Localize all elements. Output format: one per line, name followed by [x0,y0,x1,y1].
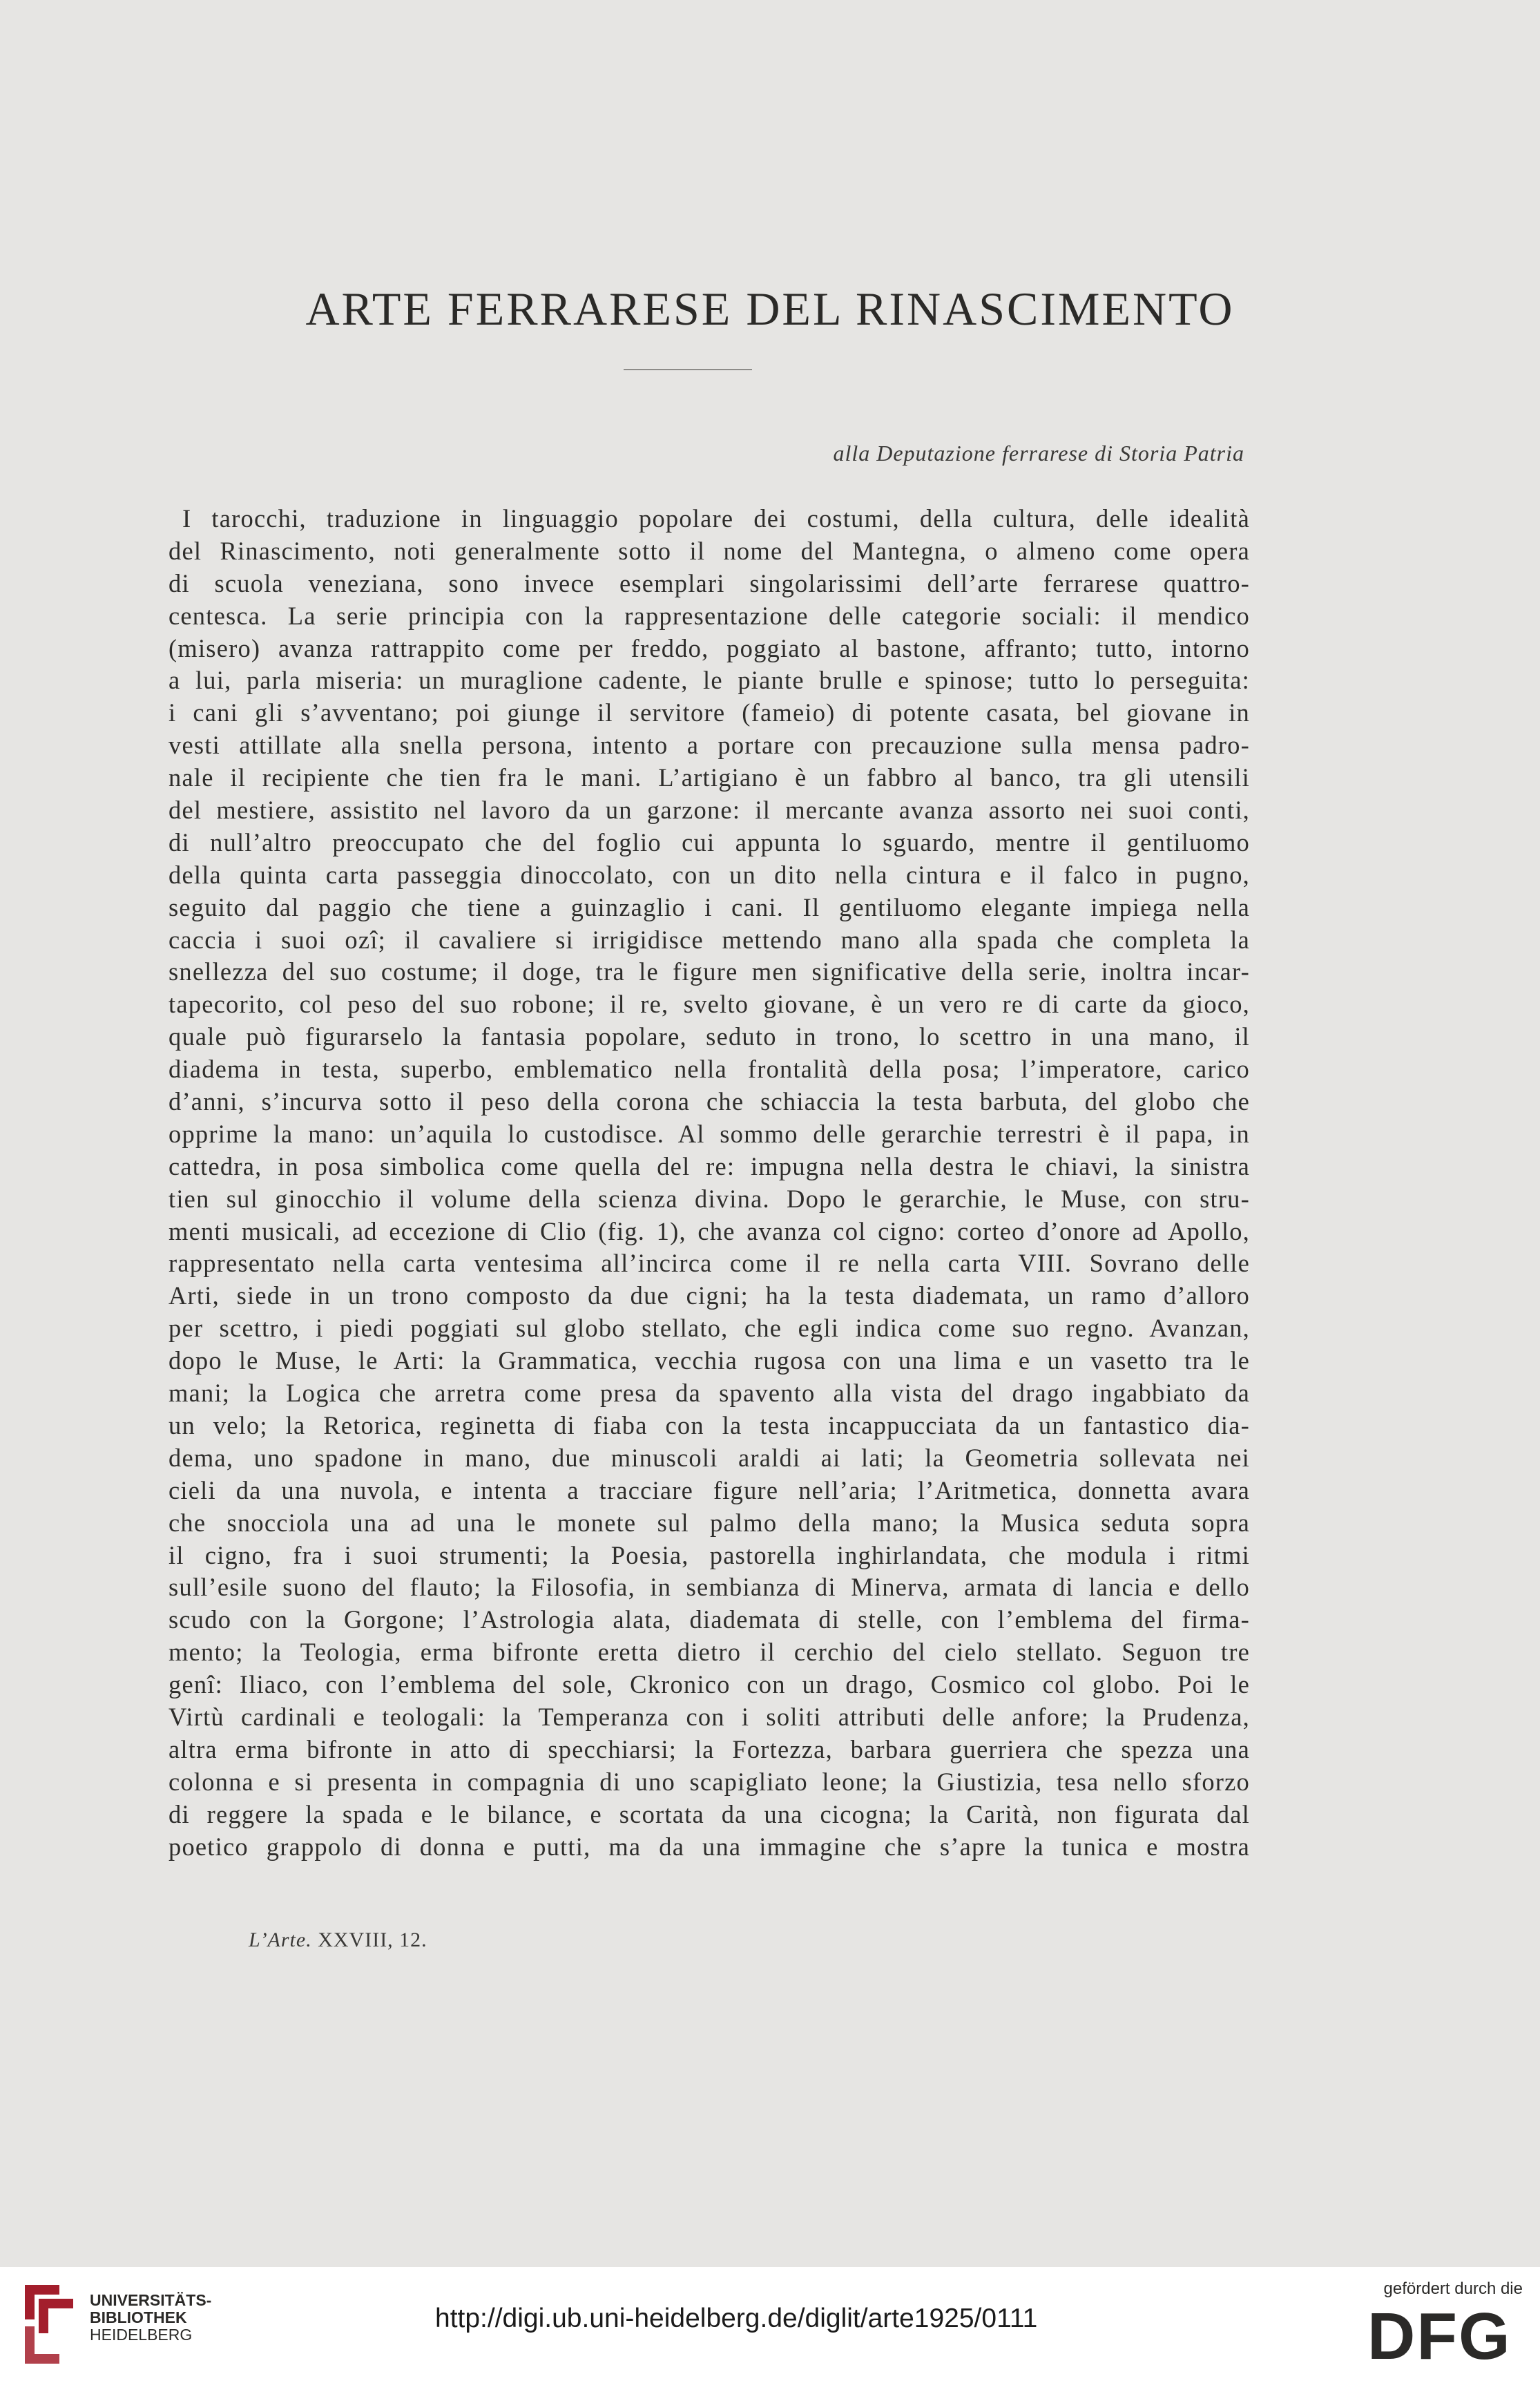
dfg-logo: DFG [1367,2299,1512,2373]
text-line: diadema in testa, superbo, emblematico nella frontalità della posa; l’imperatore, carico [169,1055,1250,1084]
text-line: I tarocchi, traduzione in linguaggio popolare dei costumi, della cultura, delle idealità [182,504,1250,533]
signature-journal: L’Arte. [249,1929,312,1951]
text-line: cieli da una nuvola, e intenta a tracciare figure nell’aria; l’Aritmetica, donnetta avara [169,1475,1250,1504]
text-line: mani; la Logica che arretra come presa da spavento alla vista del drago ingabbiato da [169,1379,1250,1408]
text-line: mento; la Teologia, erma bifronte eretta dietro il cerchio del cielo stellato. Seguon tre [169,1638,1250,1667]
text-line: colonna e si presenta in compagnia di uno scapigliato leone; la Giustizia, tesa nello sforzo [169,1767,1250,1796]
text-line: genî: Iliaco, con l’emblema del sole, Ckronico con un drago, Cosmico col globo. Poi le [169,1670,1250,1699]
text-line: vesti attillate alla snella persona, intento a portare con precauzione sulla mensa padro- [169,731,1250,760]
text-line: nale il recipiente che tien fra le mani. L’artigiano è un fabbro al banco, tra gli utensili [169,763,1250,792]
text-line: di null’altro preoccupato che del foglio cui appunta lo sguardo, mentre il gentiluomo [169,827,1250,856]
page-signature [249,1929,427,1952]
text-line: Virtù cardinali e teologali: la Temperanza con i soliti attributi delle anfore; la Prudenza, [169,1702,1250,1731]
text-line: che snocciola una ad una le monete sul palmo della mano; la Musica seduta sopra [169,1508,1250,1537]
title-divider [624,369,752,370]
text-line: poetico grappolo di donna e putti, ma da una immagine che s’apre la tunica e mostra [169,1832,1250,1861]
text-line: tien sul ginocchio il volume della scienza divina. Dopo le gerarchie, le Muse, con stru- [169,1184,1250,1213]
text-line: i cani gli s’avventano; poi giunge il servitore (fameio) di potente casata, bel giovane in [169,698,1250,727]
body-text [169,503,1250,1863]
text-line: del mestiere, assistito nel lavoro da un garzone: il mercante avanza assorto nei suoi conti, [169,796,1250,825]
text-line: un velo; la Retorica, reginetta di fiaba con la testa incappucciata da un fantastico dia- [169,1410,1250,1439]
text-line: tapecorito, col peso del suo robone; il re, svelto giovane, è un vero re di carte da gioco, [169,990,1250,1019]
text-line: seguito dal paggio che tiene a guinzaglio i cani. Il gentiluomo elegante impiega nella [169,892,1250,921]
text-line: sull’esile suono del flauto; la Filosofia, in sembianza di Minerva, armata di lancia e dello [169,1573,1250,1602]
text-line: d’anni, s’incurva sotto il peso della corona che schiaccia la testa barbuta, del globo che [169,1087,1250,1116]
text-line: snellezza del suo costume; il doge, tra le figure men significative della serie, inoltra incar- [169,957,1250,986]
text-line: altra erma bifronte in atto di specchiarsi; la Fortezza, barbara guerriera che spezza una [169,1734,1250,1763]
dedication: alla Deputazione ferrarese di Storia Patria [833,441,1244,466]
library-logo-icon [18,2278,80,2368]
funder-caption: gefördert durch die [1383,2279,1523,2298]
permalink-url[interactable]: http://digi.ub.uni-heidelberg.de/diglit/arte1925/0111 [435,2304,1038,2333]
text-line: del Rinascimento, noti generalmente sotto il nome del Mantegna, o almeno come opera [169,536,1250,565]
text-line: Arti, siede in un trono composto da due cigni; ha la testa diademata, un ramo d’alloro [169,1281,1250,1310]
text-line: opprime la mano: un’aquila lo custodisce. Al sommo delle gerarchie terrestri è il papa, in [169,1119,1250,1148]
text-line: a lui, parla miseria: un muraglione cadente, le piante brulle e spinose; tutto lo perseguita: [169,666,1250,695]
text-line: cattedra, in posa simbolica come quella del re: impugna nella destra le chiavi, la sinistra [169,1151,1250,1180]
signature-volume: XXVIII, 12. [311,1929,427,1951]
text-line: caccia i suoi ozî; il cavaliere si irrigidisce mettendo mano alla spada che completa la [169,925,1250,954]
text-line: di scuola veneziana, sono invece esemplari singolarissimi dell’arte ferrarese quattro- [169,568,1250,597]
text-line: dopo le Muse, le Arti: la Grammatica, vecchia rugosa con una lima e un vasetto tra le [169,1346,1250,1375]
text-line: scudo con la Gorgone; l’Astrologia alata, diademata di stelle, con l’emblema del firma- [169,1605,1250,1634]
text-line: rappresentato nella carta ventesima all’incirca come il re nella carta VIII. Sovrano delle [169,1249,1250,1278]
library-name-line3: HEIDELBERG [90,2326,193,2344]
text-line: (misero) avanza rattrappito come per freddo, poggiato al bastone, affranto; tutto, intorno [169,633,1250,662]
library-name [90,2292,211,2344]
text-line: centesca. La serie principia con la rappresentazione delle categorie sociali: il mendico [169,601,1250,630]
article-title: ARTE FERRARESE DEL RINASCIMENTO [305,283,1235,335]
text-line: quale può figurarselo la fantasia popolare, seduto in trono, lo scettro in una mano, il [169,1022,1250,1051]
text-line: dema, uno spadone in mano, due minuscoli araldi ai lati; la Geometria sollevata nei [169,1443,1250,1472]
text-line: per scettro, i piedi poggiati sul globo stellato, che egli indica come suo regno. Avanzan, [169,1314,1250,1343]
text-line: di reggere la spada e le bilance, e scortata da una cicogna; la Carità, non figurata dal [169,1799,1250,1828]
text-line: il cigno, fra i suoi strumenti; la Poesia, pastorella inghirlandata, che modula i ritmi [169,1540,1250,1569]
library-name-line2: BIBLIOTHEK [90,2308,187,2326]
text-line: menti musicali, ad eccezione di Clio (fig. 1), che avanza col cigno: corteo d’onore ad Apollo, [169,1216,1250,1245]
library-name-line1: UNIVERSITÄTS- [90,2291,212,2309]
text-line: della quinta carta passeggia dinoccolato, con un dito nella cintura e il falco in pugno, [169,860,1250,889]
